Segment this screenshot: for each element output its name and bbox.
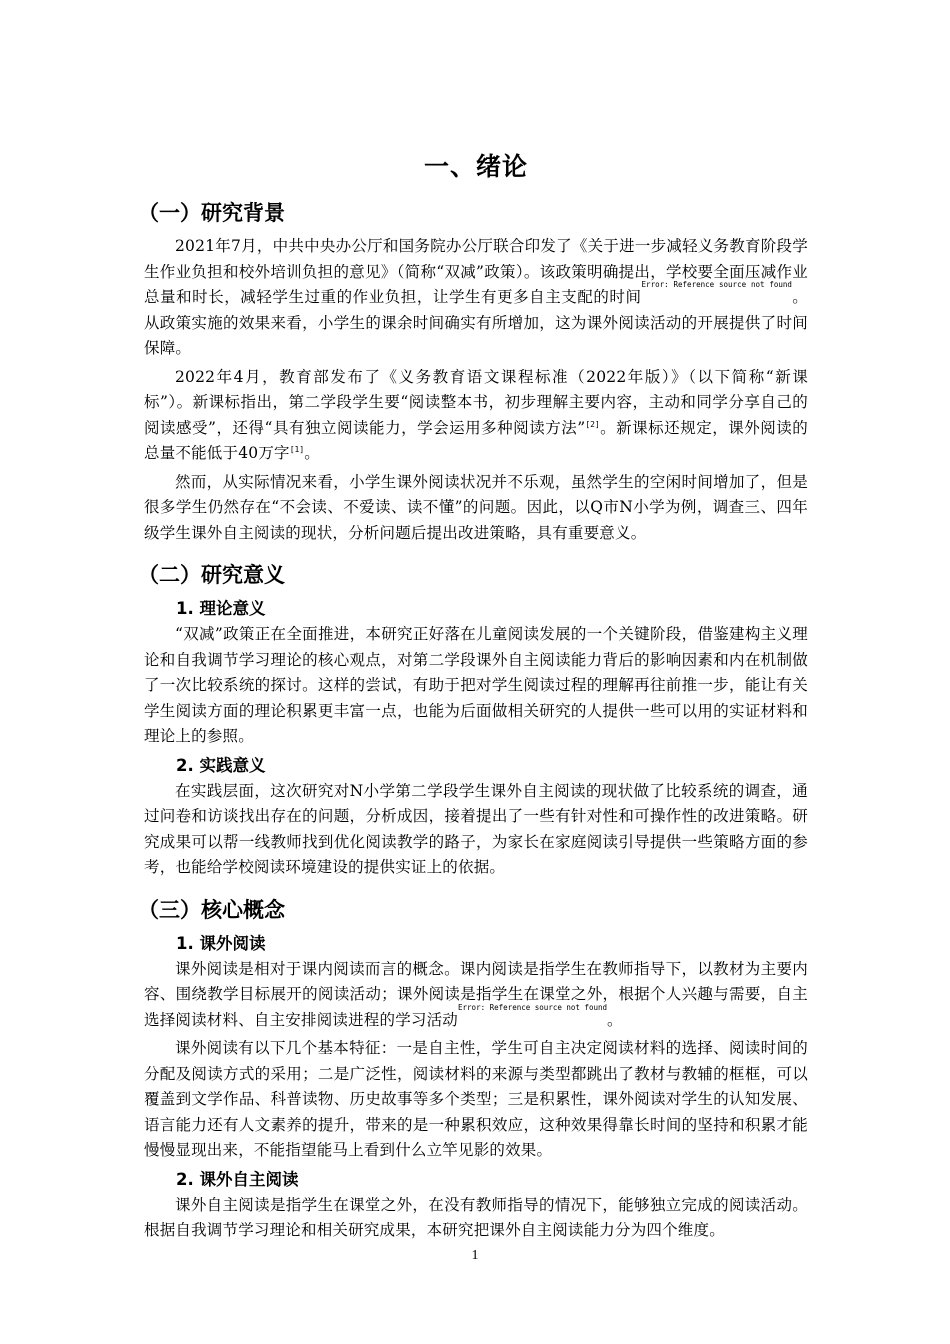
paragraph-text: 。 [304, 444, 320, 462]
paragraph-text: 。 [607, 1010, 623, 1029]
paragraph-text: 2022年4月，教育部发布了《义务教育语文课程标准（2022年版）》（以下简称“新课标”）。新课标指出，第二学段学生要“阅读整本书，初步理解主要内容，主动和同学分享自己的阅读感受”，还得“具有独立阅读能力，学会运用多种阅读方法” [144, 367, 808, 437]
paragraph-text: 。从政策实施的效果来看，小学生的课余时间确实有所增加，这为课外阅读活动的开展提供了时间保障。 [144, 288, 809, 357]
paragraph [144, 234, 808, 362]
section-heading-significance: （二）研究意义 [138, 563, 285, 587]
subsection-heading: 2. 课外自主阅读 [176, 1169, 299, 1189]
citation-marker: [2] [585, 419, 600, 429]
subsection-heading: 1. 课外阅读 [176, 933, 266, 953]
page-content [138, 150, 809, 1247]
subsection-heading: 1. 理论意义 [176, 599, 266, 618]
paragraph-text: 。新课标还规定，课外阅读的总量不能低于40万字 [144, 418, 808, 462]
paragraph [144, 365, 808, 467]
paragraph [144, 957, 808, 1034]
section-heading-core-concepts: （三）核心概念 [138, 897, 285, 922]
subsection-heading: 2. 实践意义 [176, 755, 266, 775]
chapter-title: 一、绪论 [423, 152, 528, 181]
citation-marker: [1] [289, 444, 305, 454]
reference-error-note: Error: Reference source not found [641, 280, 792, 289]
paragraph: 在实践层面，这次研究对N小学第二学段学生课外自主阅读的现状做了比较系统的调查，通过问卷和访谈找出存在的问题，分析成因，接着提出了一些有针对性和可操作性的改进策略。研究成果可以帮一线教师找到优化阅读教学的路子，为家长在家庭阅读引导提供一些策略方面的参考，也能给学校阅读环境建设的提供实证上的依据。 [144, 781, 808, 876]
paragraph-text: 2021年7月，中共中央办公厅和国务院办公厅联合印发了《关于进一步减轻义务教育阶段学生作业负担和校外培训负担的意见》（简称“双减”政策）。该政策明确提出，学校要全面压减作业总量和时长，减轻学生过重的作业负担，让学生有更多自主支配的时间 [144, 237, 808, 306]
paragraph: 课外阅读有以下几个基本特征：一是自主性，学生可自主决定阅读材料的选择、阅读时间的分配及阅读方式的采用；二是广泛性，阅读材料的来源与类型都跳出了教材与教辅的框框，可以覆盖到文学作品、科普读物、历史故事等多个类型；三是积累性，课外阅读对学生的认知发展、语言能力还有人文素养的提升，带来的是一种累积效应，这种效果得靠长时间的坚持和积累才能慢慢显现出来，不能指望能马上看到什么立竿见影的效果。 [144, 1039, 808, 1159]
paragraph: 课外自主阅读是指学生在课堂之外，在没有教师指导的情况下，能够独立完成的阅读活动。根据自我调节学习理论和相关研究成果，本研究把课外自主阅读能力分为四个维度。 [144, 1195, 808, 1239]
paragraph: “双减”政策正在全面推进，本研究正好落在儿童阅读发展的一个关键阶段，借鉴建构主义理论和自我调节学习理论的核心观点，对第二学段课外自主阅读能力背后的影响因素和内在机制做了一次比较系统的探讨。这样的尝试，有助于把对学生阅读过程的理解再往前推一步，能让有关学生阅读方面的理论积累更丰富一点，也能为后面做相关研究的人提供一些可以用的实证材料和理论上的参照。 [144, 625, 808, 745]
reference-error-note: Error: Reference source not found [458, 1002, 608, 1012]
paragraph: 然而，从实际情况来看，小学生课外阅读状况并不乐观，虽然学生的空闲时间增加了，但是很多学生仍然存在“不会读、不爱读、读不懂”的问题。因此，以Q市N小学为例，调查三、四年级学生课外自主阅读的现状，分析问题后提出改进策略，具有重要意义。 [144, 472, 808, 542]
page-number: 1 [471, 1248, 479, 1263]
paragraph-text: 课外阅读是相对于课内阅读而言的概念。课内阅读是指学生在教师指导下，以教材为主要内容、围绕教学目标展开的阅读活动；课外阅读是指学生在课堂之外，根据个人兴趣与需要，自主选择阅读材料、自主安排阅读进程的学习活动 [144, 959, 808, 1029]
section-heading-background: （一）研究背景 [138, 201, 285, 225]
